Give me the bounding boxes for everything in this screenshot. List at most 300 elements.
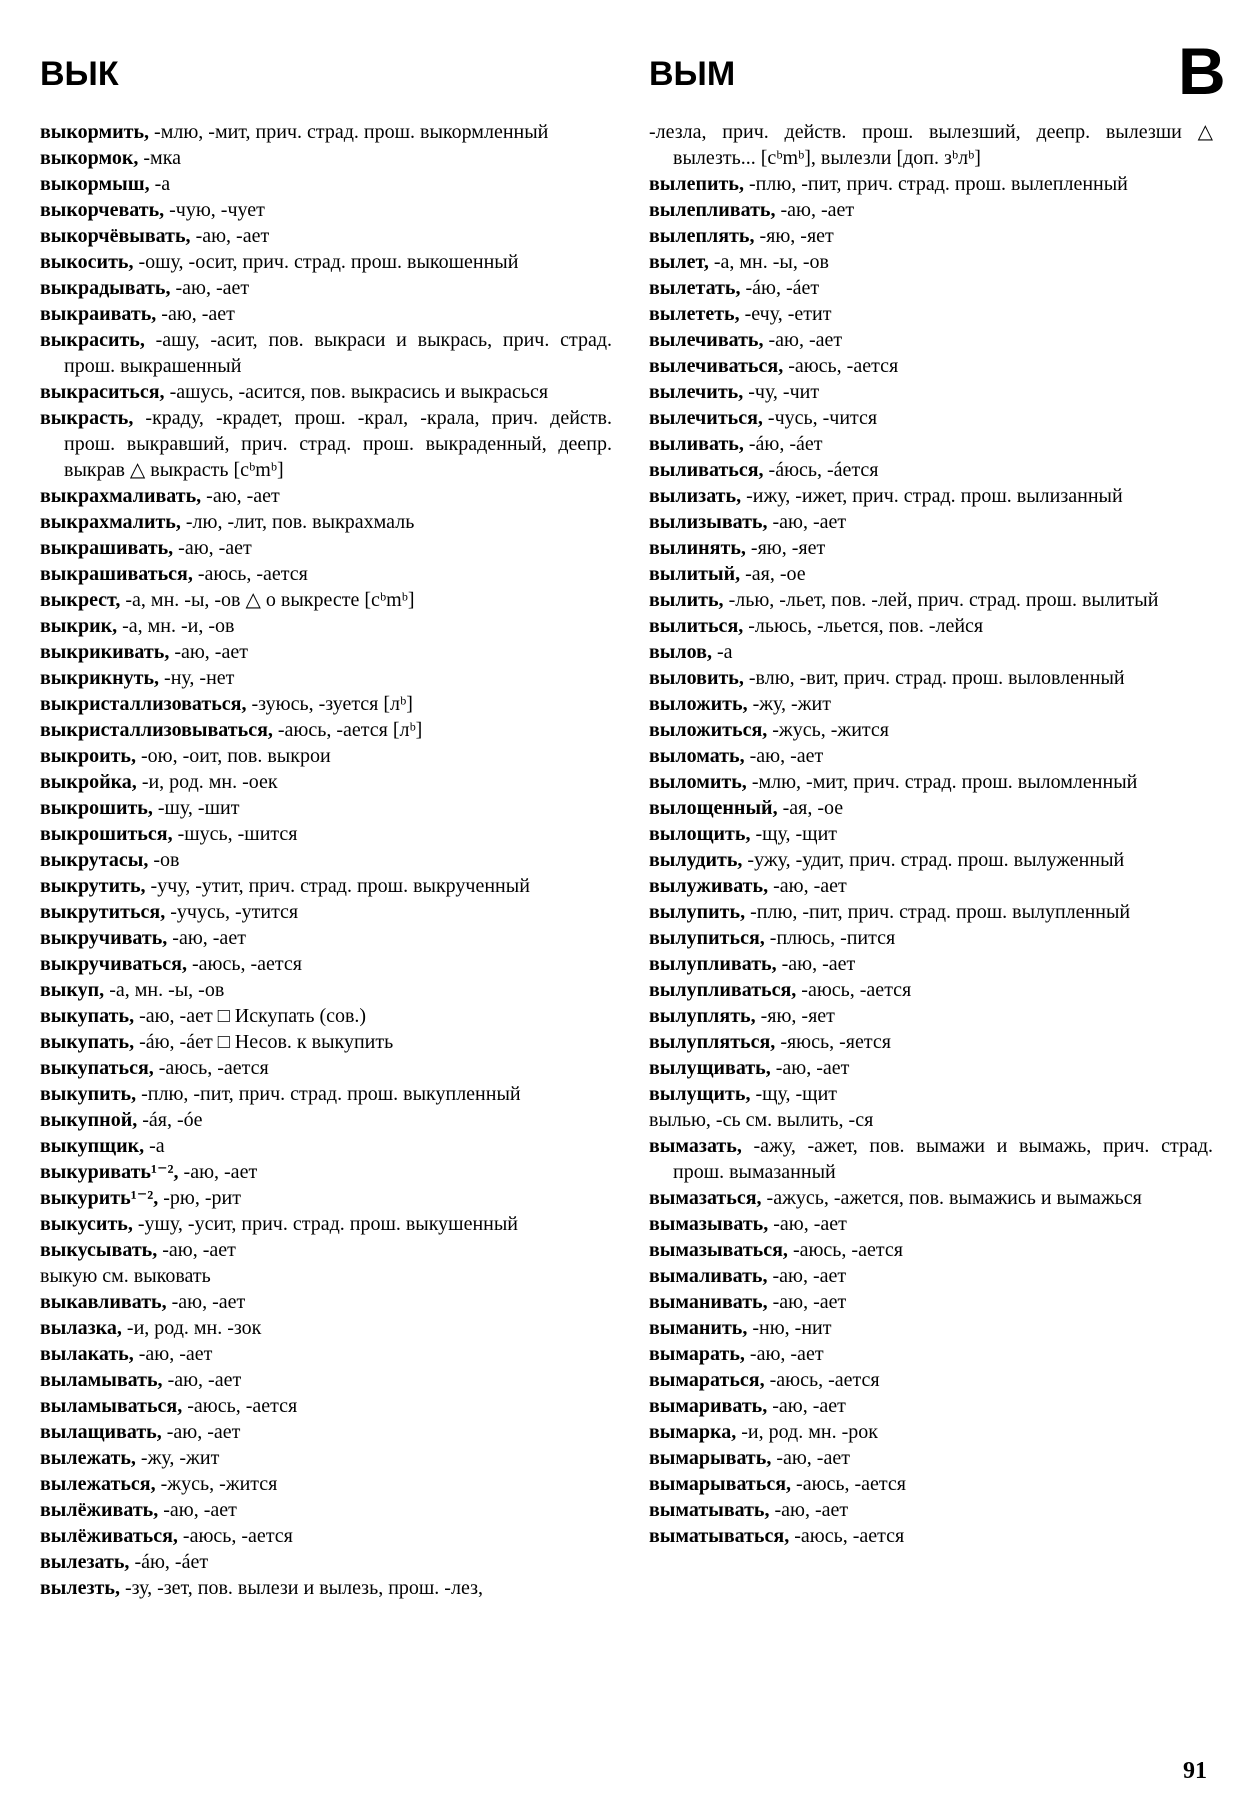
entry-forms: -áю, -áет □ Несов. к выкупить [134, 1031, 394, 1053]
dictionary-entry [40, 795, 612, 821]
entry-forms: -ашусь, -асится, пов. выкрасись и выкрасься [164, 381, 549, 403]
entry-forms: -а [711, 641, 733, 663]
entry-forms: -мка [138, 147, 181, 169]
entry-headword: вылёживать, [40, 1499, 159, 1521]
entry-forms: -áюсь, -áется [763, 459, 879, 481]
entry-headword: выкорчевать, [40, 199, 165, 221]
entry-headword: выломать, [649, 745, 745, 767]
entry-headword: выматываться, [649, 1525, 790, 1547]
dictionary-entry [40, 665, 612, 691]
dictionary-entry [649, 847, 1213, 873]
dictionary-entry [40, 639, 612, 665]
entry-headword: вылуплять, [649, 1005, 756, 1027]
dictionary-entry [649, 1055, 1213, 1081]
entry-headword: вылепливать, [649, 199, 776, 221]
entry-forms: -зуюсь, -зуется [лᵇ] [246, 693, 413, 715]
entry-headword: выкраивать, [40, 303, 157, 325]
right-column [649, 119, 1213, 1549]
entry-forms: -аю, -ает [768, 1213, 847, 1235]
entry-headword: выкраситься, [40, 381, 165, 403]
dictionary-entry [40, 899, 612, 925]
entry-forms: -áю, -áет [743, 433, 823, 455]
entry-headword: вылудить, [649, 849, 743, 871]
dictionary-entry [649, 1523, 1213, 1549]
entry-forms: -а, мн. -ы, -ов △ о выкресте [cᵇmᵇ] [120, 589, 415, 611]
entry-headword: выкрошить, [40, 797, 153, 819]
dictionary-entry [649, 1185, 1213, 1211]
dictionary-entry [40, 119, 612, 145]
entry-headword: вылизывать, [649, 511, 768, 533]
dictionary-entry [40, 1393, 612, 1419]
entry-headword: вылиться, [649, 615, 744, 637]
entry-forms: -плю, -пит, прич. страд. прош. вылупленный [745, 901, 1131, 923]
entry-headword: выкрахмалить, [40, 511, 181, 533]
entry-headword: выкупщик, [40, 1135, 145, 1157]
entry-headword: вылежать, [40, 1447, 136, 1469]
entry-forms: -жусь, -жится [155, 1473, 278, 1495]
entry-forms: -и, род. мн. -зок [121, 1317, 262, 1339]
entry-forms: -аю, -ает [158, 1499, 237, 1521]
dictionary-entry [40, 743, 612, 769]
dictionary-entry [40, 509, 612, 535]
entry-forms: -плю, -пит, прич. страд. прош. выкупленный [136, 1083, 521, 1105]
dictionary-entry [40, 1029, 612, 1055]
entry-headword: вылечиться, [649, 407, 763, 429]
dictionary-entry [40, 1237, 612, 1263]
dictionary-entry [649, 665, 1213, 691]
dictionary-entry [40, 587, 612, 613]
entry-forms: -ая, -ое [777, 797, 844, 819]
dictionary-entry [649, 1471, 1213, 1497]
entry-forms: -áю, -áет [129, 1551, 209, 1573]
entry-forms: -аю, -ает [157, 1239, 236, 1261]
dictionary-entry [40, 171, 612, 197]
entry-headword: вылеплять, [649, 225, 755, 247]
dictionary-entry [649, 1029, 1213, 1055]
dictionary-entry [40, 327, 612, 379]
dictionary-entry [649, 1081, 1213, 1107]
dictionary-entry [649, 1107, 1213, 1133]
entry-forms: -чую, -чует [164, 199, 265, 221]
entry-headword: вылечивать, [649, 329, 764, 351]
dictionary-entry [40, 301, 612, 327]
dictionary-entry [649, 873, 1213, 899]
entry-headword: выманить, [649, 1317, 748, 1339]
entry-forms: -плю, -пит, прич. страд. прош. вылепленный [743, 173, 1128, 195]
entry-headword: вылепить, [649, 173, 744, 195]
dictionary-entry [649, 119, 1213, 171]
entry-headword: выманивать, [649, 1291, 768, 1313]
entry-headword: вылощить, [649, 823, 751, 845]
entry-forms: -ов [148, 849, 180, 871]
entry-headword: выкупать, [40, 1005, 135, 1027]
dictionary-entry [649, 1393, 1213, 1419]
dictionary-entry [40, 873, 612, 899]
page-number: 91 [1183, 1758, 1207, 1784]
dictionary-entry [649, 1315, 1213, 1341]
entry-forms: -рю, -рит [158, 1187, 241, 1209]
entry-headword: вымазываться, [649, 1239, 788, 1261]
entry-headword: выкручиваться, [40, 953, 187, 975]
entry-forms: -ошу, -осит, прич. страд. прош. выкошенный [133, 251, 519, 273]
entry-headword: вылов, [649, 641, 712, 663]
dictionary-entry [40, 1003, 612, 1029]
dictionary-entry [40, 1211, 612, 1237]
entry-forms: -шусь, -шится [172, 823, 298, 845]
dictionary-entry [649, 197, 1213, 223]
dictionary-entry [40, 1367, 612, 1393]
dictionary-entry [40, 769, 612, 795]
entry-headword: выкупать, [40, 1031, 135, 1053]
dictionary-entry [40, 197, 612, 223]
entry-headword: вылезать, [40, 1551, 130, 1573]
dictionary-entry [40, 275, 612, 301]
entry-forms: -аю, -ает [770, 1057, 850, 1079]
entry-forms: -яю, -яет [755, 1005, 835, 1027]
dictionary-entry [649, 1445, 1213, 1471]
dictionary-entry [40, 1341, 612, 1367]
dictionary-entry [649, 899, 1213, 925]
entry-headword: вылащивать, [40, 1421, 162, 1443]
dictionary-entry [649, 431, 1213, 457]
dictionary-entry [40, 1497, 612, 1523]
entry-forms: -ушу, -усит, прич. страд. прош. выкушенный [132, 1213, 518, 1235]
entry-forms: -аю, -ает [173, 537, 252, 559]
entry-headword: вымазывать, [649, 1213, 769, 1235]
entry-forms: -аю, -ает [170, 277, 250, 299]
dictionary-entry [40, 483, 612, 509]
entry-headword: выкорчёвывать, [40, 225, 191, 247]
entry-forms: -аю, -ает [161, 1421, 241, 1443]
entry-headword: выкристаллизовываться, [40, 719, 273, 741]
entry-forms: -аю, -ает [744, 1343, 824, 1365]
dictionary-entry [649, 249, 1213, 275]
entry-forms: -ню, -нит [747, 1317, 832, 1339]
entry-headword: вылакать, [40, 1343, 134, 1365]
dictionary-entry [649, 1289, 1213, 1315]
entry-forms: -а, мн. -и, -ов [117, 615, 235, 637]
entry-headword: выкупаться, [40, 1057, 154, 1079]
dictionary-entry [649, 509, 1213, 535]
dictionary-entry [649, 483, 1213, 509]
entry-forms: -а [144, 1135, 165, 1157]
entry-headword: вымазать, [649, 1135, 742, 1157]
dictionary-entry [649, 1497, 1213, 1523]
dictionary-entry [649, 821, 1213, 847]
left-column [40, 119, 612, 1601]
section-letter: В [1178, 34, 1226, 108]
entry-forms: -аю, -ает [190, 225, 270, 247]
dictionary-entry [649, 977, 1213, 1003]
dictionary-entry [649, 587, 1213, 613]
entry-headword: вымаливать, [649, 1265, 768, 1287]
entry-forms: -аю, -ает [768, 875, 847, 897]
entry-headword: вылупляться, [649, 1031, 776, 1053]
entry-forms: -учусь, -утится [165, 901, 299, 923]
entry-forms: -аю, -ает [767, 1395, 846, 1417]
entry-forms: -а, мн. -ы, -ов [104, 979, 225, 1001]
dictionary-entry [649, 301, 1213, 327]
entry-forms: -и, род. мн. -рок [736, 1421, 878, 1443]
entry-forms: -яю, -яет [754, 225, 834, 247]
dictionary-entry [40, 717, 612, 743]
entry-forms: -млю, -мит, прич. страд. прош. выломленный [746, 771, 1138, 793]
dictionary-entry [40, 1471, 612, 1497]
dictionary-entry [649, 223, 1213, 249]
entry-headword: вымарываться, [649, 1473, 792, 1495]
dictionary-entry [40, 951, 612, 977]
entry-headword: вылитый, [649, 563, 741, 585]
entry-headword: выкурить¹⁻², [40, 1187, 159, 1209]
entry-headword: вылежаться, [40, 1473, 156, 1495]
entry-forms: -жусь, -жится [767, 719, 889, 741]
entry-forms: -учу, -утит, прич. страд. прош. выкрученный [145, 875, 530, 897]
dictionary-entry [649, 171, 1213, 197]
dictionary-entry [40, 1055, 612, 1081]
entry-headword: вылёживаться, [40, 1525, 178, 1547]
entry-headword: вылет, [649, 251, 709, 273]
entry-forms: -аю, -ает [769, 1499, 849, 1521]
entry-headword: вылечить, [649, 381, 744, 403]
entry-headword: выкрест, [40, 589, 121, 611]
entry-forms: -аюсь, -ается [182, 1395, 298, 1417]
entry-headword: выкрикивать, [40, 641, 170, 663]
dictionary-entry [40, 223, 612, 249]
entry-headword: вылечиваться, [649, 355, 784, 377]
entry-forms: -а [149, 173, 171, 195]
entry-headword: выкрик, [40, 615, 118, 637]
dictionary-entry [649, 1367, 1213, 1393]
dictionary-entry [40, 249, 612, 275]
entry-headword: выломить, [649, 771, 747, 793]
entry-forms: -краду, -крадет, прош. -крал, -крала, прич. действ. прош. выкравший, прич. страд. прош. выкраденный, деепр. выкрав △ выкрасть [cᵇmᵇ] [64, 407, 612, 481]
entry-headword: выливать, [649, 433, 744, 455]
entry-forms: -аю, -ает [178, 1161, 258, 1183]
entry-forms: -аю, -ает [763, 329, 843, 351]
entry-forms: -аю, -ает [771, 1447, 850, 1469]
entry-headword: вылезть, [40, 1577, 120, 1599]
entry-headword: вылуживать, [649, 875, 769, 897]
entry-headword: вылетать, [649, 277, 741, 299]
entry-forms: -аю, -ает [776, 953, 856, 975]
dictionary-entry [40, 1107, 612, 1133]
dictionary-entry [40, 535, 612, 561]
dictionary-entry [40, 1315, 612, 1341]
entry-headword: выкрашиваться, [40, 563, 193, 585]
entry-forms: -а, мн. -ы, -ов [708, 251, 829, 273]
entry-headword: вылазка, [40, 1317, 122, 1339]
entry-forms: -аюсь, -ается [787, 1239, 903, 1261]
entry-forms: вылью, -сь см. вылить, -ся [649, 1109, 874, 1131]
dictionary-entry [40, 821, 612, 847]
dictionary-entry [649, 769, 1213, 795]
dictionary-entry [40, 1289, 612, 1315]
entry-headword: выматывать, [649, 1499, 770, 1521]
dictionary-entry [649, 1419, 1213, 1445]
entry-forms: -влю, -вит, прич. страд. прош. выловленный [743, 667, 1125, 689]
dictionary-entry [40, 405, 612, 483]
entry-headword: вылупить, [649, 901, 746, 923]
entry-forms: -аюсь, -ается [153, 1057, 269, 1079]
entry-headword: выкрадывать, [40, 277, 171, 299]
entry-forms: -лю, -лит, пов. выкрахмаль [180, 511, 415, 533]
entry-headword: выкупить, [40, 1083, 137, 1105]
dictionary-entry [649, 1133, 1213, 1185]
dictionary-entry [40, 1523, 612, 1549]
dictionary-entry [649, 1003, 1213, 1029]
entry-forms: -ну, -нет [159, 667, 235, 689]
dictionary-entry [649, 795, 1213, 821]
entry-forms: -ажусь, -ажется, пов. вымажись и вымажься [761, 1187, 1142, 1209]
entry-forms: -аю, -ает [744, 745, 824, 767]
entry-headword: выкристаллизоваться, [40, 693, 247, 715]
dictionary-entry [649, 691, 1213, 717]
entry-headword: выкавливать, [40, 1291, 167, 1313]
dictionary-entry [649, 925, 1213, 951]
entry-headword: выкрахмаливать, [40, 485, 202, 507]
entry-headword: вымарка, [649, 1421, 737, 1443]
entry-forms: -аю, -ает [169, 641, 248, 663]
entry-headword: выложить, [649, 693, 748, 715]
dictionary-entry [40, 847, 612, 873]
entry-forms: выкую см. выковать [40, 1265, 211, 1287]
dictionary-entry [649, 379, 1213, 405]
entry-forms: -шу, -шит [152, 797, 240, 819]
dictionary-entry [40, 1133, 612, 1159]
entry-forms: -аю, -ает [167, 927, 246, 949]
entry-headword: выкормок, [40, 147, 139, 169]
entry-headword: вылущивать, [649, 1057, 771, 1079]
dictionary-entry [649, 275, 1213, 301]
dictionary-entry [649, 353, 1213, 379]
running-head-right: ВЫМ [649, 55, 736, 93]
entry-forms: -льюсь, -льется, пов. -лейся [743, 615, 984, 637]
entry-headword: вылизать, [649, 485, 742, 507]
dictionary-entry [40, 1081, 612, 1107]
entry-forms: -áя, -óе [137, 1109, 203, 1131]
entry-forms: -áю, -áет [740, 277, 820, 299]
dictionary-entry [40, 1419, 612, 1445]
entry-forms: -аюсь, -ается [796, 979, 912, 1001]
entry-forms: -яю, -яет [745, 537, 826, 559]
dictionary-entry [40, 145, 612, 171]
entry-headword: выкусить, [40, 1213, 133, 1235]
entry-headword: выкрутиться, [40, 901, 166, 923]
entry-headword: вылупливать, [649, 953, 777, 975]
entry-headword: выкупной, [40, 1109, 138, 1131]
entry-forms: -ая, -ое [740, 563, 806, 585]
entry-headword: выложиться, [649, 719, 768, 741]
dictionary-entry [649, 1341, 1213, 1367]
entry-forms: -аюсь, -ается [791, 1473, 906, 1495]
dictionary-entry [649, 457, 1213, 483]
entry-forms: -аю, -ает [767, 511, 847, 533]
dictionary-entry [40, 691, 612, 717]
entry-forms: -аю, -ает □ Искупать (сов.) [134, 1005, 367, 1027]
entry-headword: выловить, [649, 667, 744, 689]
entry-forms: -ою, -оит, пов. выкрои [136, 745, 331, 767]
entry-forms: -чусь, -чится [762, 407, 878, 429]
entry-headword: выкормыш, [40, 173, 150, 195]
entry-headword: выкрутить, [40, 875, 146, 897]
entry-forms: -зу, -зет, пов. вылези и вылезь, прош. -лез, [119, 1577, 483, 1599]
entry-forms: -аюсь, -ается [783, 355, 899, 377]
entry-headword: вымарывать, [649, 1447, 772, 1469]
entry-headword: выкуривать¹⁻², [40, 1161, 179, 1183]
entry-forms: -аю, -ает [775, 199, 855, 221]
entry-forms: -ажу, -ажет, пов. вымажи и вымажь, прич. страд. прош. вымазанный [673, 1135, 1213, 1183]
running-head-left: ВЫК [40, 55, 119, 93]
dictionary-entry [649, 1263, 1213, 1289]
entry-headword: выкуп, [40, 979, 105, 1001]
dictionary-entry [40, 1185, 612, 1211]
dictionary-entry [40, 561, 612, 587]
entry-headword: выкрашивать, [40, 537, 174, 559]
entry-forms: -чу, -чит [743, 381, 820, 403]
dictionary-entry [40, 977, 612, 1003]
dictionary-entry [649, 535, 1213, 561]
dictionary-entry [649, 1211, 1213, 1237]
entry-headword: выливаться, [649, 459, 764, 481]
entry-headword: выкрикнуть, [40, 667, 160, 689]
entry-headword: вылупиться, [649, 927, 765, 949]
entry-headword: выкрасить, [40, 329, 145, 351]
entry-headword: вымазаться, [649, 1187, 762, 1209]
entry-headword: вылинять, [649, 537, 746, 559]
entry-forms: -ашу, -асит, пов. выкраси и выкрась, прич. страд. прош. выкрашенный [64, 329, 612, 377]
entry-headword: вымараться, [649, 1369, 765, 1391]
entry-forms: -аюсь, -ается [лᵇ] [272, 719, 423, 741]
entry-headword: выламываться, [40, 1395, 183, 1417]
dictionary-entry [40, 1575, 612, 1601]
dictionary-entry [40, 1159, 612, 1185]
dictionary-entry [649, 327, 1213, 353]
entry-headword: выкрасть, [40, 407, 134, 429]
entry-forms: -аю, -ает [201, 485, 280, 507]
entry-forms: -плюсь, -пится [764, 927, 896, 949]
entry-forms: -и, род. мн. -оек [136, 771, 278, 793]
dictionary-entry [649, 951, 1213, 977]
entry-forms: -ижу, -ижет, прич. страд. прош. вылизанный [741, 485, 1123, 507]
dictionary-entry [649, 405, 1213, 431]
entry-forms: -ечу, -етит [739, 303, 832, 325]
entry-forms: -яюсь, -яется [775, 1031, 891, 1053]
entry-forms: -жу, -жит [747, 693, 831, 715]
entry-headword: вымаривать, [649, 1395, 768, 1417]
entry-forms: -лезла, прич. действ. прош. вылезший, деепр. вылезши △ вылезть... [cᵇmᵇ], вылезли [доп. зᵇлᵇ] [649, 121, 1213, 169]
entry-headword: выкусывать, [40, 1239, 158, 1261]
entry-forms: -аюсь, -ается [192, 563, 308, 585]
dictionary-entry [649, 639, 1213, 665]
entry-forms: -ужу, -удит, прич. страд. прош. вылуженный [742, 849, 1125, 871]
entry-headword: вылететь, [649, 303, 740, 325]
entry-forms: -аюсь, -ается [789, 1525, 905, 1547]
entry-headword: выламывать, [40, 1369, 163, 1391]
entry-headword: выкрутасы, [40, 849, 149, 871]
dictionary-entry [649, 717, 1213, 743]
entry-forms: -аю, -ает [162, 1369, 242, 1391]
entry-headword: вылить, [649, 589, 724, 611]
entry-forms: -щу, -щит [750, 1083, 838, 1105]
dictionary-entry [649, 613, 1213, 639]
entry-headword: вылущить, [649, 1083, 751, 1105]
entry-headword: выкосить, [40, 251, 134, 273]
entry-forms: -аю, -ает [133, 1343, 213, 1365]
entry-forms: -аю, -ает [156, 303, 235, 325]
dictionary-entry [649, 743, 1213, 769]
entry-forms: -лью, -льет, пов. -лей, прич. страд. прош. вылитый [723, 589, 1159, 611]
entry-headword: выкроить, [40, 745, 136, 767]
